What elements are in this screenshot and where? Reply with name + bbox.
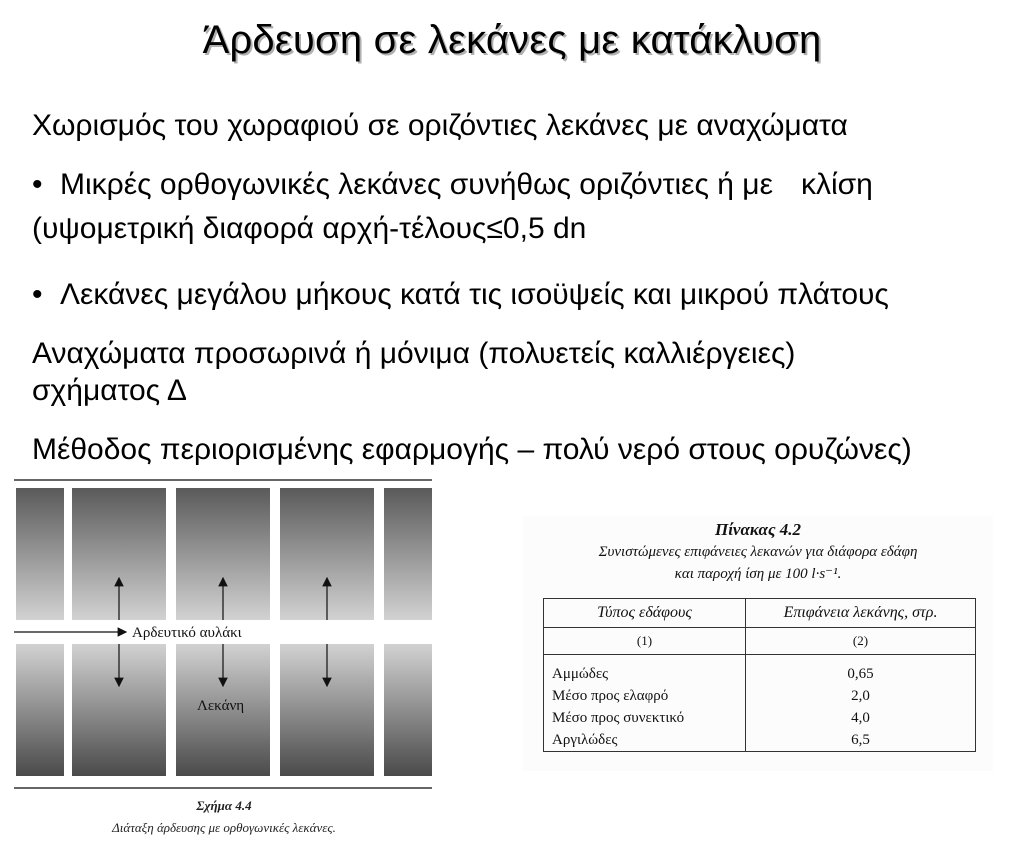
soil-type-cell: Μέσο προς ελαφρό — [544, 685, 746, 707]
basin-top-1 — [16, 488, 64, 620]
column-header-area: Επιφάνεια λεκάνης, στρ. — [746, 599, 976, 628]
soil-type-cell: Μέσο προς συνεκτικό — [544, 707, 746, 729]
soil-type-cell: Αργιλώδες — [544, 729, 746, 752]
bullet-long-basins — [32, 277, 889, 313]
table-row — [544, 729, 976, 752]
basin-bottom-1 — [16, 644, 64, 776]
table-title: Πίνακας 4.2 — [714, 520, 802, 539]
basin-layout-diagram — [14, 478, 434, 848]
column-number-1: (1) — [544, 628, 746, 655]
basin-bottom-5 — [384, 644, 432, 776]
basin-label: Λεκάνη — [197, 698, 245, 714]
soil-type-cell: Αμμώδες — [544, 655, 746, 686]
table-basin-areas — [523, 516, 993, 771]
table-row — [544, 707, 976, 729]
basin-area-cell: 6,5 — [746, 729, 976, 752]
basin-area-cell: 2,0 — [746, 685, 976, 707]
text-line-delta-shape: σχήματος Δ — [32, 374, 187, 407]
bullet-glyph: • — [32, 168, 43, 201]
basin-area-cell: 0,65 — [746, 655, 976, 686]
figure-caption-title: Σχήμα 4.4 — [196, 798, 252, 813]
soil-area-table — [543, 598, 976, 752]
text-line-limited-application: Μέθοδος περιορισμένης εφαρμογής – πολύ νερό στους ορυζώνες) — [32, 433, 912, 466]
column-header-soil: Τύπος εδάφους — [544, 599, 746, 628]
column-number-2: (2) — [746, 628, 976, 655]
figure-basin-layout — [14, 478, 434, 848]
table-subtitle-line2: και παροχή ίση με 100 l·s⁻¹. — [674, 566, 842, 582]
slide-title: Άρδευση σε λεκάνες με κατάκλυση — [202, 18, 822, 62]
bullet-glyph: • — [32, 278, 43, 311]
bullet-long-basins-text: Λεκάνες μεγάλου μήκους κατά τις ισοϋψείς και μικρού πλάτους — [60, 278, 889, 311]
text-line-partition: Χωρισμός του χωραφιού σε οριζόντιες λεκάνες με αναχώματα — [32, 109, 848, 142]
table-row — [544, 655, 976, 686]
text-line-levees: Αναχώματα προσωρινά ή μόνιμα (πολυετείς καλλιέργειες) — [32, 337, 796, 370]
table-row — [544, 685, 976, 707]
basin-area-cell: 4,0 — [746, 707, 976, 729]
table-subtitle-line1: Συνιστώμενες επιφάνειες λεκανών για διάφορα εδάφη — [598, 544, 918, 560]
bullet-small-basins-slope: κλίση — [800, 168, 873, 201]
channel-label: Αρδευτικό αυλάκι — [132, 625, 242, 641]
basin-top-5 — [384, 488, 432, 620]
figure-caption-text: Διάταξη άρδευσης με ορθογωνικές λεκάνες. — [112, 820, 336, 835]
text-line-elevation-diff: (υψομετρική διαφορά αρχή-τέλους≤0,5 dn — [32, 212, 587, 245]
bullet-small-basins-text: Μικρές ορθογωνικές λεκάνες συνήθως οριζόντιες ή με — [60, 168, 773, 201]
bullet-small-basins — [32, 167, 873, 203]
